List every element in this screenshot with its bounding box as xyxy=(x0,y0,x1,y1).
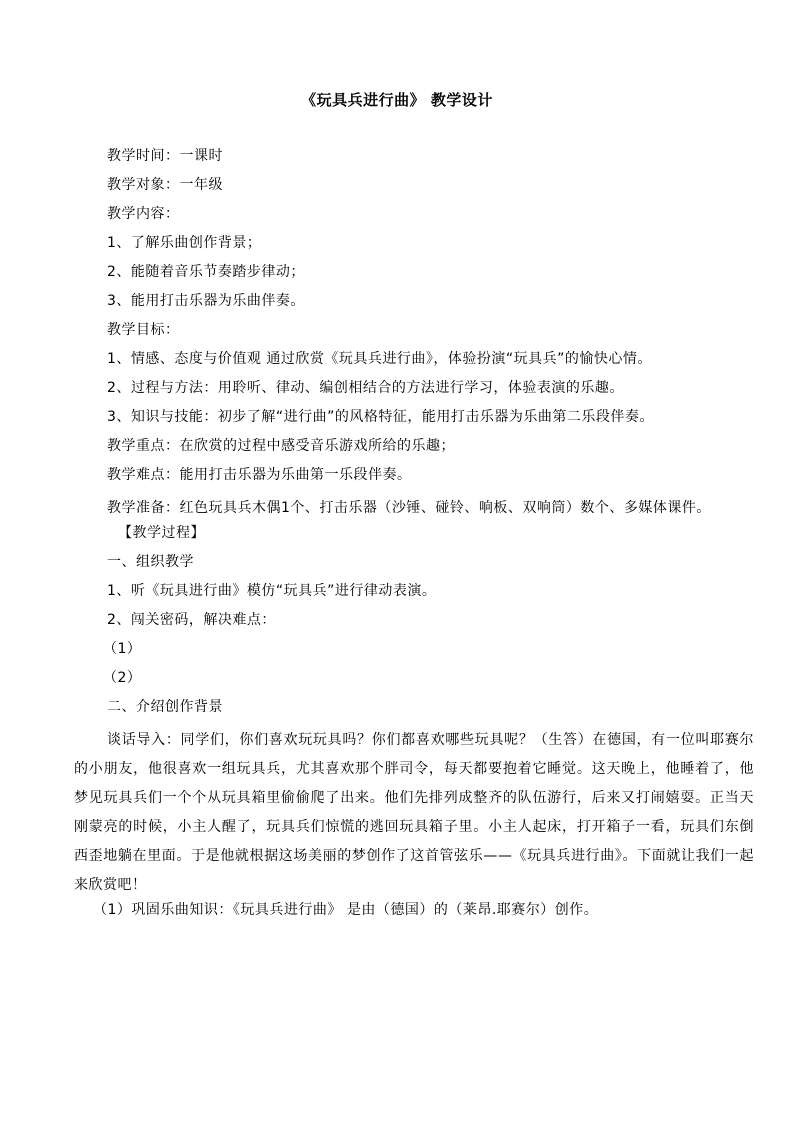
content-item-3: 3、能用打击乐器为乐曲伴奏。 xyxy=(107,293,305,309)
process-heading: 【教学过程】 xyxy=(118,525,205,541)
goal-item-1: 1、情感、态度与价值观 通过欣赏《玩具兵进行曲》，体验扮演“玩具兵”的愉快心情。 xyxy=(107,351,652,367)
teaching-target: 教学对象：一年级 xyxy=(107,177,223,193)
document-body xyxy=(74,146,754,929)
teaching-goals-heading: 教学目标： xyxy=(107,322,180,338)
sub-step-1: （1） xyxy=(103,641,142,657)
goal-item-3: 3、知识与技能：初步了解“进行曲”的风格特征，能用打击乐器为乐曲第二乐段伴奏。 xyxy=(107,409,654,425)
content-item-1: 1、了解乐曲创作背景； xyxy=(107,235,262,251)
difficult-point: 教学难点：能用打击乐器为乐曲第一乐段伴奏。 xyxy=(107,467,412,483)
goal-item-2: 2、过程与方法：用聆听、律动、编创相结合的方法进行学习，体验表演的乐趣。 xyxy=(107,380,624,396)
intro-paragraph: 谈话导入：同学们，你们喜欢玩玩具吗？你们都喜欢哪些玩具呢？（生答）在德国，有一位叫耶赛尔的小朋友，他很喜欢一组玩具兵，尤其喜欢那个胖司令，每天都要抱着它睡觉。这天晚上，他睡着了，他梦见玩具兵们一个个从玩具箱里偷偷爬了出来。他们先排列成整齐的队伍游行，后来又打闹嬉耍。正当天刚蒙亮的时候，小主人醒了，玩具兵们惊慌的逃回玩具箱子里。小主人起床，打开箱子一看，玩具们东倒西歪地躺在里面。于是他就根据这场美丽的梦创作了这首管弦乐——《玩具兵进行曲》。下面就让我们一起来欣赏吧！ xyxy=(74,732,754,893)
step-1: 1、听《玩具进行曲》模仿“玩具兵”进行律动表演。 xyxy=(107,583,437,599)
teaching-preparation: 教学准备：红色玩具兵木偶1个、打击乐器（沙锤、碰铃、响板、双响筒）数个、多媒体课件。 xyxy=(107,500,711,516)
key-point: 教学重点：在欣赏的过程中感受音乐游戏所给的乐趣； xyxy=(107,438,455,454)
final-line: （1）巩固乐曲知识：《玩具兵进行曲》 是由（德国）的（莱昂.耶赛尔）创作。 xyxy=(93,902,599,918)
section-1-title: 一、组织教学 xyxy=(107,554,194,570)
sub-step-2: （2） xyxy=(103,670,142,686)
teaching-content-heading: 教学内容： xyxy=(107,206,180,222)
teaching-time: 教学时间：一课时 xyxy=(107,148,223,164)
content-item-2: 2、能随着音乐节奏踏步律动； xyxy=(107,264,305,280)
section-2-title: 二、介绍创作背景 xyxy=(107,699,223,715)
step-2: 2、闯关密码，解决难点： xyxy=(107,612,276,628)
document-title: 《玩具兵进行曲》 教学设计 xyxy=(301,91,493,109)
